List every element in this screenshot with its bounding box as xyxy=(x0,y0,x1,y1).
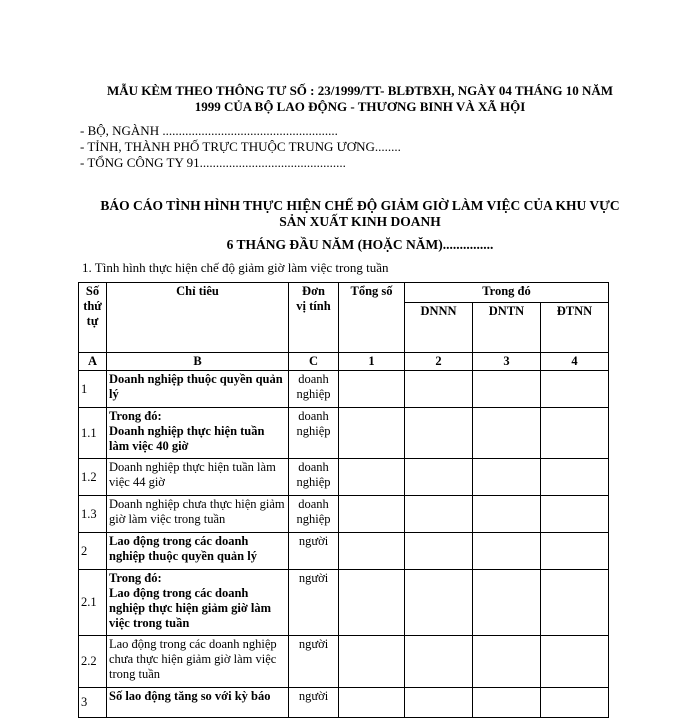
code-b: B xyxy=(107,353,289,371)
value-dnnn[interactable] xyxy=(405,459,473,496)
indicator-text: Lao động trong các doanh nghiệp chưa thực hiện giảm giờ làm việc trong tuần xyxy=(109,637,277,681)
row-unit: người xyxy=(289,570,339,636)
value-dntn[interactable] xyxy=(473,496,541,533)
value-dtnn[interactable] xyxy=(541,570,609,636)
report-title-line-1: BÁO CÁO TÌNH HÌNH THỰC HIỆN CHẾ ĐỘ GIẢM GIỜ LÀM VIỆC CỦA KHU VỰC xyxy=(100,198,620,213)
row-indicator xyxy=(107,533,289,570)
code-3: 3 xyxy=(473,353,541,371)
indicator-bold-text: Trong đó: Lao động trong các doanh nghiệp thực hiện giảm giờ làm việc trong tuần xyxy=(109,571,272,630)
corporation-line: - TỔNG CÔNG TY 91............................................. xyxy=(80,155,346,170)
report-period: 6 THÁNG ĐẦU NĂM (HOẶC NĂM)............... xyxy=(226,237,494,252)
value-dntn[interactable] xyxy=(473,533,541,570)
code-2: 2 xyxy=(405,353,473,371)
value-dnnn[interactable] xyxy=(405,636,473,688)
value-total[interactable] xyxy=(339,570,405,636)
table-row xyxy=(79,570,609,636)
row-unit: doanh nghiệp xyxy=(289,459,339,496)
header-stt: Số thứ tự xyxy=(79,283,107,353)
report-title-line-2: SẢN XUẤT KINH DOANH xyxy=(279,214,441,229)
header-tong-so: Tổng số xyxy=(339,283,405,353)
table-row xyxy=(79,496,609,533)
value-dnnn[interactable] xyxy=(405,570,473,636)
indicator-bold-text: Số lao động tăng so với kỳ báo xyxy=(109,689,271,703)
value-total[interactable] xyxy=(339,408,405,459)
value-dntn[interactable] xyxy=(473,688,541,718)
indicator-text: Doanh nghiệp thực hiện tuần làm việc 44 giờ xyxy=(109,460,276,489)
template-reference-line-1: MẪU KÈM THEO THÔNG TƯ SỐ : 23/1999/TT- BLĐTBXH, NGÀY 04 THÁNG 10 NĂM xyxy=(106,83,614,98)
value-dnnn[interactable] xyxy=(405,371,473,408)
table-row xyxy=(79,371,609,408)
row-number: 1.1 xyxy=(79,408,107,459)
section-1-title: 1. Tình hình thực hiện chế độ giảm giờ làm việc trong tuần xyxy=(82,260,389,275)
header-dtnn: ĐTNN xyxy=(541,303,609,353)
value-dtnn[interactable] xyxy=(541,636,609,688)
value-total[interactable] xyxy=(339,371,405,408)
value-dtnn[interactable] xyxy=(541,688,609,718)
row-unit: doanh nghiệp xyxy=(289,371,339,408)
report-table xyxy=(78,282,609,718)
value-dntn[interactable] xyxy=(473,408,541,459)
value-total[interactable] xyxy=(339,636,405,688)
value-dnnn[interactable] xyxy=(405,496,473,533)
value-dtnn[interactable] xyxy=(541,533,609,570)
value-dtnn[interactable] xyxy=(541,459,609,496)
value-dntn[interactable] xyxy=(473,459,541,496)
value-total[interactable] xyxy=(339,533,405,570)
row-unit: người xyxy=(289,688,339,718)
table-row xyxy=(79,408,609,459)
row-unit: người xyxy=(289,636,339,688)
row-number: 1.2 xyxy=(79,459,107,496)
value-total[interactable] xyxy=(339,459,405,496)
header-trong-do: Trong đó xyxy=(405,283,609,303)
table-row xyxy=(79,533,609,570)
code-4: 4 xyxy=(541,353,609,371)
row-indicator xyxy=(107,459,289,496)
row-number: 3 xyxy=(79,688,107,718)
table-row xyxy=(79,688,609,718)
ministry-line: - BỘ, NGÀNH ...................................................... xyxy=(80,123,338,138)
code-c: C xyxy=(289,353,339,371)
value-dtnn[interactable] xyxy=(541,496,609,533)
value-dntn[interactable] xyxy=(473,636,541,688)
row-number: 2.1 xyxy=(79,570,107,636)
row-number: 1 xyxy=(79,371,107,408)
indicator-bold-text: Trong đó: Doanh nghiệp thực hiện tuần làm việc 40 giờ xyxy=(109,409,265,453)
header-dnnn: DNNN xyxy=(405,303,473,353)
row-indicator xyxy=(107,688,289,718)
row-indicator xyxy=(107,371,289,408)
value-dtnn[interactable] xyxy=(541,408,609,459)
code-a: A xyxy=(79,353,107,371)
row-unit: người xyxy=(289,533,339,570)
row-indicator xyxy=(107,408,289,459)
header-dntn: DNTN xyxy=(473,303,541,353)
row-number: 2 xyxy=(79,533,107,570)
value-dntn[interactable] xyxy=(473,570,541,636)
header-chi-tieu: Chỉ tiêu xyxy=(107,283,289,353)
row-indicator xyxy=(107,496,289,533)
value-total[interactable] xyxy=(339,496,405,533)
value-total[interactable] xyxy=(339,688,405,718)
value-dtnn[interactable] xyxy=(541,371,609,408)
table-row xyxy=(79,459,609,496)
row-unit: doanh nghiệp xyxy=(289,496,339,533)
row-indicator xyxy=(107,636,289,688)
template-reference-line-2: 1999 CỦA BỘ LAO ĐỘNG - THƯƠNG BINH VÀ XÃ HỘI xyxy=(194,99,526,114)
province-line: - TỈNH, THÀNH PHỐ TRỰC THUỘC TRUNG ƯƠNG........ xyxy=(80,139,401,154)
value-dnnn[interactable] xyxy=(405,408,473,459)
row-unit: doanh nghiệp xyxy=(289,408,339,459)
value-dntn[interactable] xyxy=(473,371,541,408)
row-number: 1.3 xyxy=(79,496,107,533)
indicator-bold-text: Lao động trong các doanh nghiệp thuộc quyền quản lý xyxy=(109,534,257,563)
row-indicator xyxy=(107,570,289,636)
value-dnnn[interactable] xyxy=(405,688,473,718)
row-number: 2.2 xyxy=(79,636,107,688)
value-dnnn[interactable] xyxy=(405,533,473,570)
header-don-vi: Đơn vị tính xyxy=(289,283,339,353)
table-row xyxy=(79,636,609,688)
code-1: 1 xyxy=(339,353,405,371)
indicator-text: Doanh nghiệp chưa thực hiện giảm giờ làm việc trong tuần xyxy=(109,497,285,526)
indicator-bold-text: Doanh nghiệp thuộc quyền quản lý xyxy=(109,372,283,401)
